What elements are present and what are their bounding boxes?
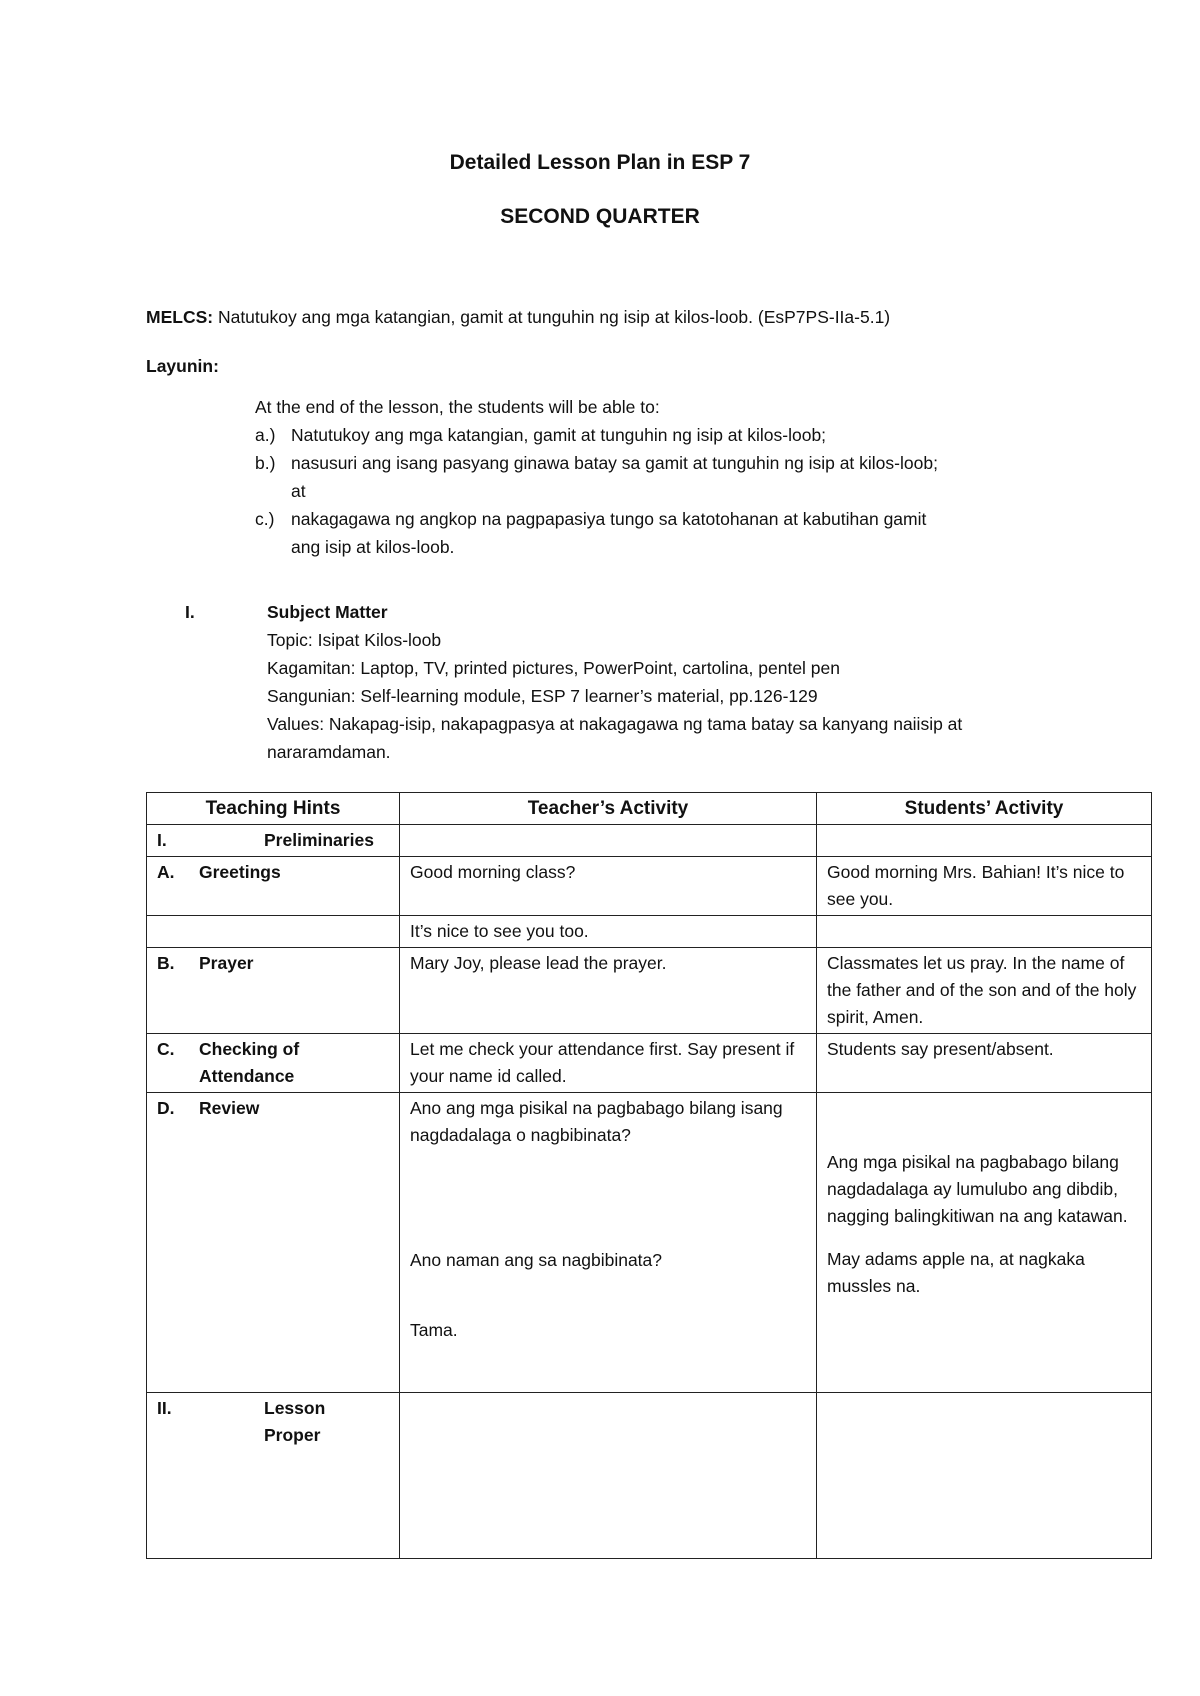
objectives-list <box>255 421 1035 561</box>
greetings-label: Greetings <box>199 862 281 882</box>
preliminaries-numeral: I. <box>157 830 167 850</box>
teacher-cell <box>400 1093 817 1393</box>
teacher-cell: It’s nice to see you too. <box>400 916 817 948</box>
objective-item <box>255 449 1035 505</box>
objective-text: nakagagawa ng angkop na pagpapasiya tungo sa katotohanan at kabutihan gamit <box>291 509 927 529</box>
student-cell: Good morning Mrs. Bahian! It’s nice to see you. <box>817 857 1152 916</box>
table-row-lesson-proper <box>147 1393 1152 1559</box>
lesson-proper-numeral: II. <box>157 1398 172 1418</box>
student-cell <box>817 1393 1152 1559</box>
column-header-teacher-activity: Teacher’s Activity <box>400 793 817 825</box>
teacher-cell: Let me check your attendance first. Say present if your name id called. <box>400 1034 817 1093</box>
prayer-marker: B. <box>157 953 175 973</box>
attendance-hint <box>157 1036 389 1090</box>
hint-cell <box>147 916 400 948</box>
attendance-label: Checking of Attendance <box>199 1039 300 1086</box>
objective-text-continued: at <box>291 481 306 501</box>
review-label: Review <box>199 1098 260 1118</box>
review-marker: D. <box>157 1098 175 1118</box>
objective-text-continued: ang isip at kilos-loob. <box>291 537 455 557</box>
objective-marker: c.) <box>255 509 275 529</box>
table-row-attendance <box>147 1034 1152 1093</box>
student-cell: Classmates let us pray. In the name of the father and of the son and of the holy spirit, Amen. <box>817 948 1152 1034</box>
hint-cell <box>147 948 400 1034</box>
document-subtitle: SECOND QUARTER <box>500 205 700 228</box>
table-row-review <box>147 1093 1152 1393</box>
preliminaries-label: Preliminaries <box>264 830 374 850</box>
student-cell <box>817 916 1152 948</box>
table-row-greetings <box>147 857 1152 916</box>
table-row-greetings-followup <box>147 916 1152 948</box>
subject-matter-heading: Subject Matter <box>267 602 388 622</box>
prayer-label: Prayer <box>199 953 254 973</box>
preliminaries-hint <box>157 827 389 854</box>
layunin-label: Layunin: <box>146 356 219 376</box>
hint-cell <box>147 857 400 916</box>
hint-cell <box>147 1393 400 1559</box>
student-cell: Students say present/absent. <box>817 1034 1152 1093</box>
teacher-cell: Mary Joy, please lead the prayer. <box>400 948 817 1034</box>
objectives-intro: At the end of the lesson, the students will be able to: <box>255 397 660 417</box>
review-confirmation: Tama. <box>410 1320 458 1340</box>
melcs-line <box>146 303 890 331</box>
review-answer-2: May adams apple na, at nagkaka mussles na. <box>827 1249 1085 1296</box>
lesson-plan-table <box>146 792 1152 1559</box>
teacher-cell: Good morning class? <box>400 857 817 916</box>
hint-cell <box>147 825 400 857</box>
objective-marker: b.) <box>255 453 276 473</box>
column-header-teaching-hints: Teaching Hints <box>147 793 400 825</box>
subject-sanggunian: Sangunian: Self-learning module, ESP 7 learner’s material, pp.126-129 <box>267 686 818 706</box>
objective-item <box>255 421 1035 449</box>
lesson-proper-label: Lesson Proper <box>264 1398 326 1445</box>
greetings-hint <box>157 859 389 886</box>
table-row-prayer <box>147 948 1152 1034</box>
hint-cell <box>147 1093 400 1393</box>
review-answer-1: Ang mga pisikal na pagbabago bilang nagdadalaga ay lumulubo ang dibdib, nagging balingkitiwan na ang katawan. <box>827 1152 1128 1226</box>
subject-topic: Topic: Isipat Kilos-loob <box>267 630 442 650</box>
melcs-text: Natutukoy ang mga katangian, gamit at tunguhin ng isip at kilos-loob. (EsP7PS-IIa-5.1) <box>217 307 891 327</box>
student-cell <box>817 1093 1152 1393</box>
document-title: Detailed Lesson Plan in ESP 7 <box>449 151 751 174</box>
hint-cell <box>147 1034 400 1093</box>
column-header-students-activity: Students’ Activity <box>817 793 1152 825</box>
objective-item <box>255 505 1035 561</box>
objective-text: Natutukoy ang mga katangian, gamit at tunguhin ng isip at kilos-loob; <box>291 425 827 445</box>
teacher-cell <box>400 1393 817 1559</box>
subject-values-continued: nararamdaman. <box>267 742 391 762</box>
subject-kagamitan: Kagamitan: Laptop, TV, printed pictures, PowerPoint, cartolina, pentel pen <box>267 658 840 678</box>
prayer-hint <box>157 950 389 977</box>
table-header-row <box>147 793 1152 825</box>
review-question-2: Ano naman ang sa nagbibinata? <box>410 1250 663 1270</box>
teacher-cell <box>400 825 817 857</box>
review-hint <box>157 1095 389 1122</box>
attendance-marker: C. <box>157 1039 175 1059</box>
melcs-label: MELCS: <box>146 307 214 327</box>
subject-values: Values: Nakapag-isip, nakapagpasya at nakagagawa ng tama batay sa kanyang naiisip at <box>267 714 963 734</box>
lesson-proper-hint <box>157 1395 384 1449</box>
subject-matter-numeral: I. <box>185 602 195 622</box>
objective-marker: a.) <box>255 425 276 445</box>
objective-text: nasusuri ang isang pasyang ginawa batay sa gamit at tunguhin ng isip at kilos-loob; <box>291 453 938 473</box>
review-question-1: Ano ang mga pisikal na pagbabago bilang isang nagdadalaga o nagbibinata? <box>410 1098 783 1145</box>
student-cell <box>817 825 1152 857</box>
greetings-marker: A. <box>157 862 175 882</box>
table-row-preliminaries <box>147 825 1152 857</box>
